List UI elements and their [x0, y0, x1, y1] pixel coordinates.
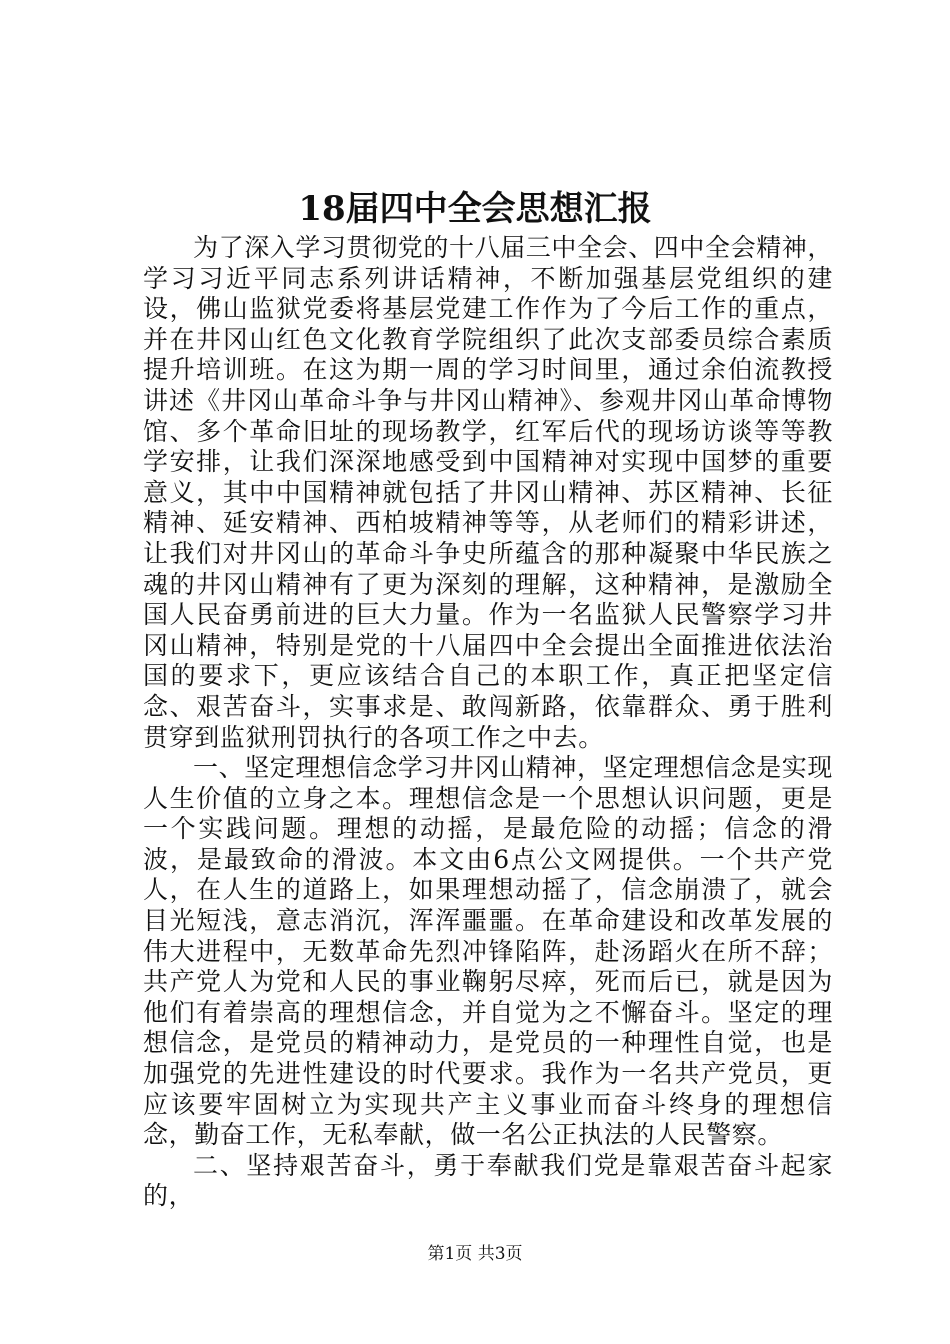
document-title: 18届四中全会思想汇报 [298, 189, 652, 229]
page-footer: 第1页 共3页 [427, 1244, 523, 1264]
document-body [143, 233, 833, 1212]
paragraph-section-1: 一、坚定理想信念学习井冈山精神，坚定理想信念是实现人生价值的立身之本。理想信念是一个思想认识问题，更是一个实践问题。理想的动摇，是最危险的动摇；信念的滑波，是最致命的滑波。本文由6点公文网提供。一个共产党人，在人生的道路上，如果理想动摇了，信念崩溃了，就会目光短浅，意志消沉，浑浑噩噩。在革命建设和改革发展的伟大进程中，无数革命先烈冲锋陷阵，赴汤蹈火在所不辞；共产党人为党和人民的事业鞠躬尽瘁，死而后已，就是因为他们有着崇高的理想信念，并自觉为之不懈奋斗。坚定的理想信念，是党员的精神动力，是党员的一种理性自觉，也是加强党的先进性建设的时代要求。我作为一名共产党员，更应该要牢固树立为实现共产主义事业而奋斗终身的理想信念，勤奋工作，无私奉献，做一名公正执法的人民警察。 [143, 753, 834, 1150]
paragraph-section-2: 二、坚持艰苦奋斗，勇于奉献我们党是靠艰苦奋斗起家的， [143, 1150, 833, 1211]
paragraph-intro: 为了深入学习贯彻党的十八届三中全会、四中全会精神，学习习近平同志系列讲话精神，不断加强基层党组织的建设，佛山监狱党委将基层党建工作作为了今后工作的重点，并在井冈山红色文化教育学院组织了此次支部委员综合素质提升培训班。在这为期一周的学习时间里，通过余伯流教授讲述《井冈山革命斗争与井冈山精神》、参观井冈山革命博物馆、多个革命旧址的现场教学，红军后代的现场访谈等等教学安排，让我们深深地感受到中国精神对实现中国梦的重要意义，其中中国精神就包括了井冈山精神、苏区精神、长征精神、延安精神、西柏坡精神等等，从老师们的精彩讲述，让我们对井冈山的革命斗争史所蕴含的那种凝聚中华民族之魂的井冈山精神有了更为深刻的理解，这种精神，是激励全国人民奋勇前进的巨大力量。作为一名监狱人民警察学习井冈山精神，特别是党的十八届四中全会提出全面推进依法治国的要求下，更应该结合自己的本职工作，真正把坚定信念、艰苦奋斗，实事求是、敢闯新路，依靠群众、勇于胜利贯穿到监狱刑罚执行的各项工作之中去。 [143, 233, 834, 752]
